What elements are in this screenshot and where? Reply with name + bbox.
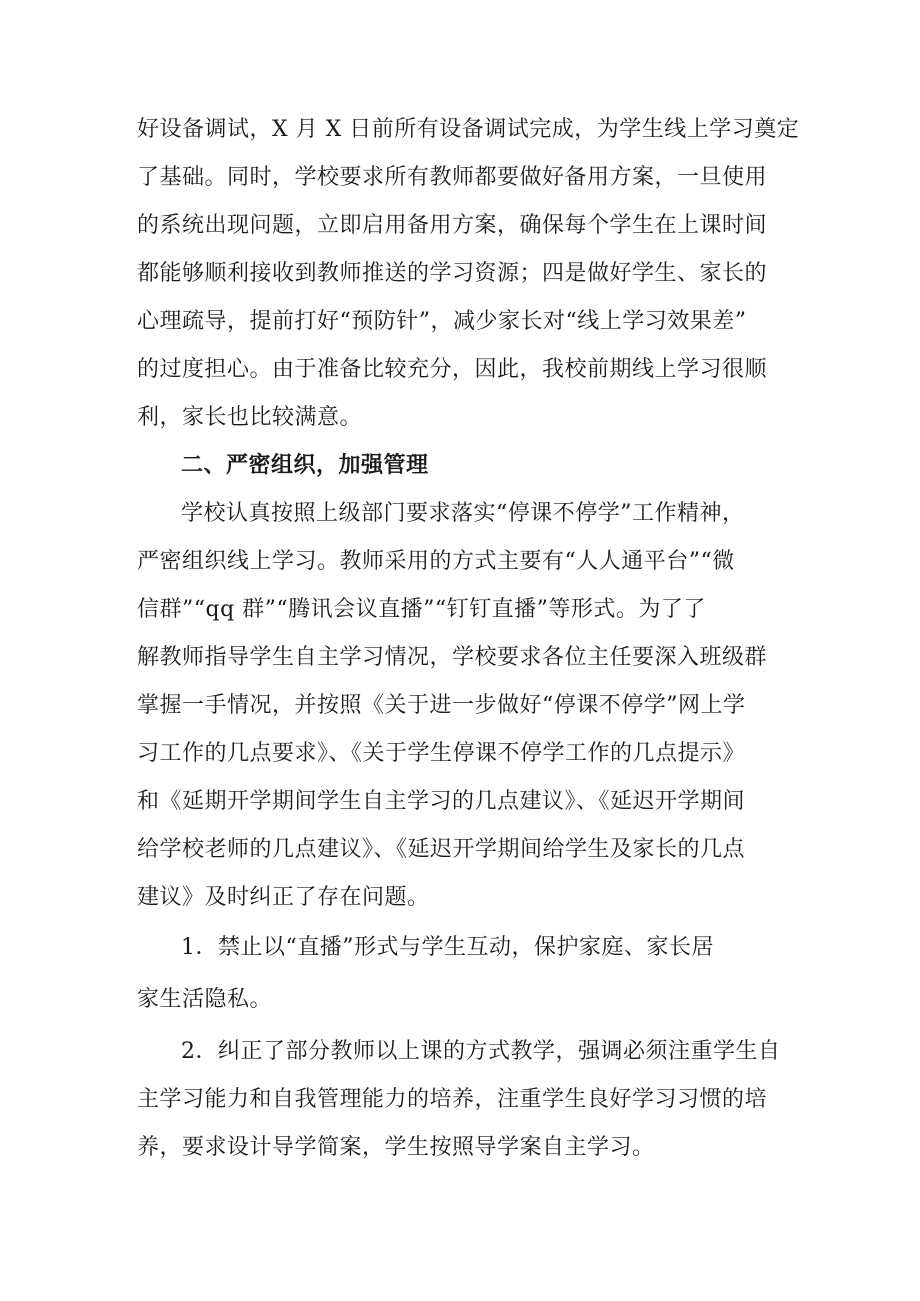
paragraph-line: 的系统出现问题，立即启用备用方案，确保每个学生在上课时间 [137,213,768,238]
list-item-line: 主学习能力和自我管理能力的培养，注重学生良好学习习惯的培 [137,1087,768,1112]
paragraph-line: 建议》及时纠正了存在问题。 [137,885,430,910]
paragraph-line: 利，家长也比较满意。 [137,405,363,430]
paragraph-line: 学校认真按照上级部门要求落实“停课不停学”工作精神， [181,501,745,526]
list-item-line: 1．禁止以“直播”形式与学生互动，保护家庭、家长居 [181,935,714,960]
paragraph-line: 信群”“qq 群”“腾讯会议直播”“钉钉直播”等形式。为了了 [137,597,706,622]
list-item-line: 养，要求设计导学简案，学生按照导学案自主学习。 [137,1135,655,1160]
paragraph-line: 严密组织线上学习。教师采用的方式主要有“人人通平台”“微 [137,549,735,574]
paragraph-line: 给学校老师的几点建议》、《延迟开学期间给学生及家长的几点 [137,837,746,862]
paragraph-line: 都能够顺利接收到教师推送的学习资源；四是做好学生、家长的 [137,261,768,286]
paragraph-line: 了基础。同时，学校要求所有教师都要做好备用方案，一旦使用 [137,165,768,190]
list-item-line: 2．纠正了部分教师以上课的方式教学，强调必须注重学生自 [181,1039,781,1064]
paragraph-line: 的过度担心。由于准备比较充分，因此，我校前期线上学习很顺 [137,357,768,382]
paragraph-line: 好设备调试，X 月 X 日前所有设备调试完成，为学生线上学习奠定 [137,117,800,142]
paragraph-line: 和《延期开学期间学生自主学习的几点建议》、《延迟开学期间 [137,789,746,814]
paragraph-line: 解教师指导学生自主学习情况，学校要求各位主任要深入班级群 [137,645,768,670]
paragraph-line: 心理疏导，提前打好“预防针”，减少家长对“线上学习效果差” [137,309,747,334]
paragraph-line: 掌握一手情况，并按照《关于进一步做好“停课不停学”网上学 [137,693,746,718]
section-heading: 二、严密组织，加强管理 [181,453,429,478]
list-item-line: 家生活隐私。 [137,987,273,1012]
paragraph-line: 习工作的几点要求》、《关于学生停课不停学工作的几点提示》 [137,741,746,766]
